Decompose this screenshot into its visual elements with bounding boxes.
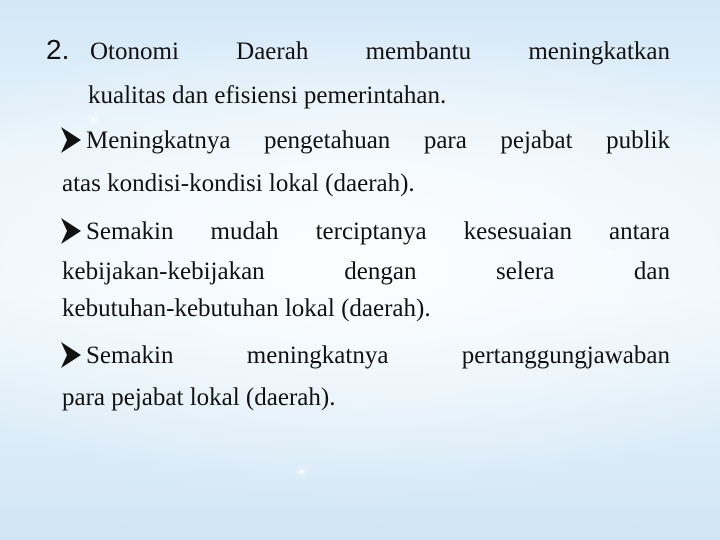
arrow-bullet-icon — [60, 341, 82, 369]
bullet-3-line-2: para pejabat lokal (daerah). — [62, 384, 336, 411]
bullet-2-line-3: kebutuhan-kebutuhan lokal (daerah). — [62, 295, 431, 322]
background-sparkle — [300, 470, 303, 473]
heading-line-1: Otonomi Daerah membantu meningkatkan — [90, 38, 670, 65]
arrow-bullet-icon — [60, 217, 82, 245]
background-sparkle — [92, 118, 95, 121]
bullet-1-line-2: atas kondisi-kondisi lokal (daerah). — [62, 170, 415, 197]
bullet-2-line-2: kebijakan-kebijakan dengan selera dan — [62, 258, 671, 285]
item-number: 2. — [46, 34, 70, 65]
bullet-3-line-1: Semakin meningkatnya pertanggungjawaban — [86, 342, 670, 369]
heading-line-2: kualitas dan efisiensi pemerintahan. — [88, 82, 447, 109]
arrow-bullet-icon — [60, 126, 82, 154]
background-sparkle — [610, 252, 612, 254]
bullet-1-line-1: Meningkatnya pengetahuan para pejabat publik — [86, 127, 671, 154]
bullet-2-line-1: Semakin mudah terciptanya kesesuaian antara — [86, 218, 671, 245]
